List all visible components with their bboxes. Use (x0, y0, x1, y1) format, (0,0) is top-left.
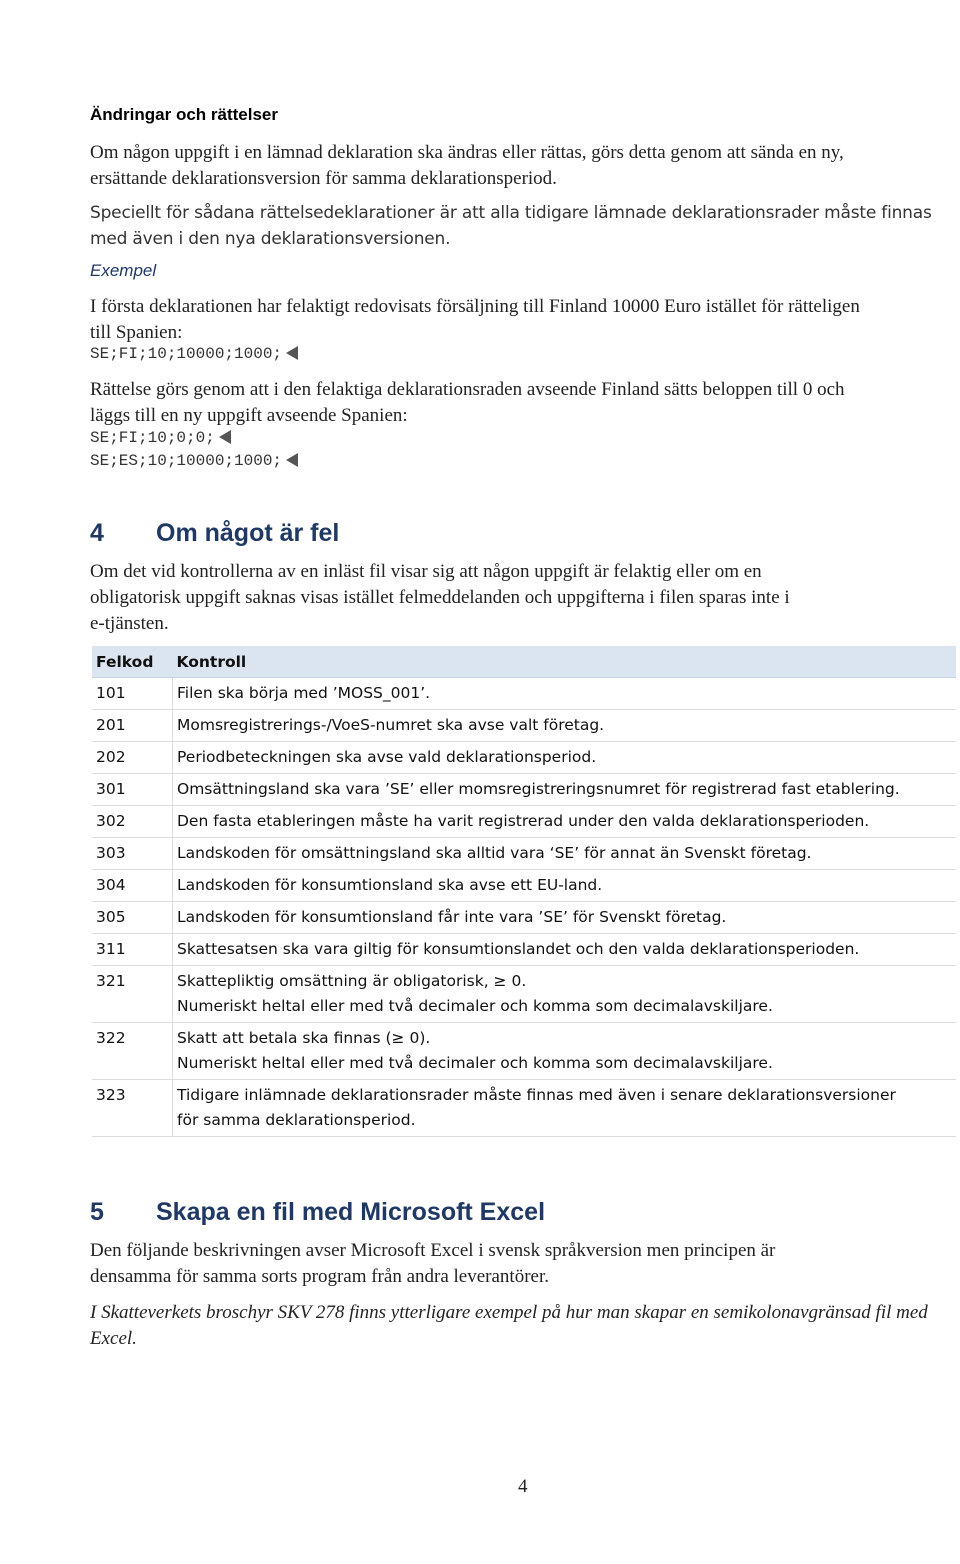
error-description (173, 934, 957, 966)
left-arrow-icon (286, 453, 298, 467)
table-row (92, 870, 956, 902)
description-line: Skattesatsen ska vara giltig för konsumtionslandet och den valda deklarationsperioden. (177, 940, 860, 958)
table-header-row (92, 646, 956, 678)
left-arrow-icon (219, 430, 231, 444)
error-code: 301 (92, 774, 173, 806)
text-line: Rättelse görs genom att i den felaktiga deklarationsraden avseende Finland sätts beloppen till 0 och (90, 379, 845, 400)
error-code: 311 (92, 934, 173, 966)
description-line: för samma deklarationsperiod. (177, 1111, 416, 1129)
text-line: Om det vid kontrollerna av en inläst fil visar sig att någon uppgift är felaktig eller om en (90, 561, 762, 582)
error-code: 302 (92, 806, 173, 838)
description-line: Landskoden för omsättningsland ska alltid vara ‘SE’ för annat än Svenskt företag. (177, 844, 812, 862)
code-text: SE;FI;10;0;0; (90, 429, 215, 447)
error-description (173, 710, 957, 742)
table-row (92, 710, 956, 742)
table-row (92, 838, 956, 870)
description-line: Skatt att betala ska finnas (≥ 0). (177, 1029, 431, 1047)
text-line: densamma för samma sorts program från andra leverantörer. (90, 1266, 549, 1287)
changes-heading: Ändringar och rättelser (90, 105, 278, 124)
error-code: 101 (92, 678, 173, 710)
description-line: Tidigare inlämnade deklarationsrader måste finnas med även i senare deklarationsversioner (177, 1086, 896, 1104)
section-4-intro (90, 559, 790, 637)
section-5-intro (90, 1238, 775, 1290)
description-line: Omsättningsland ska vara ’SE’ eller momsregistreringsnumret för registrerad fast etablering. (177, 780, 900, 798)
section-5-note (90, 1300, 928, 1352)
example-label: Exempel (90, 261, 157, 280)
correction-paragraph (90, 377, 845, 429)
description-line: Den fasta etableringen måste ha varit registrerad under den valda deklarationsperioden. (177, 812, 870, 830)
text-line: Excel. (90, 1328, 137, 1349)
error-code: 322 (92, 1023, 173, 1080)
code-text: SE;ES;10;10000;1000; (90, 452, 283, 470)
error-code: 304 (92, 870, 173, 902)
description-line: Landskoden för konsumtionsland får inte vara ’SE’ för Svenskt företag. (177, 908, 727, 926)
description-line: Skattepliktig omsättning är obligatorisk, ≥ 0. (177, 972, 527, 990)
section-5-heading (90, 1198, 545, 1227)
error-description (173, 1023, 957, 1080)
section-4-heading (90, 519, 339, 548)
description-line: Landskoden för konsumtionsland ska avse ett EU-land. (177, 876, 603, 894)
error-description (173, 806, 957, 838)
text-line: ersättande deklarationsversion för samma deklarationsperiod. (90, 168, 557, 189)
text-line: Speciellt för sådana rättelsedeklarationer är att alla tidigare lämnade deklarationsrader måste finnas (90, 203, 932, 223)
error-description (173, 870, 957, 902)
description-line: Numeriskt heltal eller med två decimaler och komma som decimalavskiljare. (177, 997, 773, 1015)
section-number: 5 (90, 1198, 104, 1226)
table-row (92, 934, 956, 966)
error-code: 321 (92, 966, 173, 1023)
code-line-3 (90, 450, 298, 473)
description-line: Momsregistrerings-/VoeS-numret ska avse valt företag. (177, 716, 605, 734)
error-description (173, 742, 957, 774)
left-arrow-icon (286, 346, 298, 360)
error-description (173, 774, 957, 806)
table-row (92, 1023, 956, 1080)
code-text: SE;FI;10;10000;1000; (90, 345, 283, 363)
error-code: 202 (92, 742, 173, 774)
text-line: obligatorisk uppgift saknas visas istället felmeddelanden och uppgifterna i filen sparas inte i (90, 587, 790, 608)
error-description (173, 678, 957, 710)
section-title: Skapa en fil med Microsoft Excel (156, 1198, 546, 1226)
error-description (173, 1080, 957, 1137)
error-code: 201 (92, 710, 173, 742)
code-line-1 (90, 343, 298, 366)
header-kontroll: Kontroll (173, 646, 957, 678)
error-description (173, 966, 957, 1023)
text-line: till Spanien: (90, 322, 183, 343)
table-row (92, 806, 956, 838)
page-number: 4 (518, 1476, 528, 1497)
text-line: e-tjänsten. (90, 613, 169, 634)
example-paragraph (90, 294, 860, 346)
header-felkod: Felkod (92, 646, 173, 678)
changes-paragraph-1 (90, 140, 844, 192)
text-line: Om någon uppgift i en lämnad deklaration ska ändras eller rättas, görs detta genom att sända en ny, (90, 142, 844, 163)
error-code-table (92, 646, 956, 1137)
text-line: läggs till en ny uppgift avseende Spanien: (90, 405, 408, 426)
table-row (92, 1080, 956, 1137)
description-line: Periodbeteckningen ska avse vald deklarationsperiod. (177, 748, 597, 766)
error-code: 305 (92, 902, 173, 934)
text-line: Den följande beskrivningen avser Microsoft Excel i svensk språkversion men principen är (90, 1240, 776, 1261)
error-description (173, 902, 957, 934)
error-code: 323 (92, 1080, 173, 1137)
description-line: Numeriskt heltal eller med två decimaler och komma som decimalavskiljare. (177, 1054, 773, 1072)
section-number: 4 (90, 519, 104, 547)
table-row (92, 966, 956, 1023)
error-code: 303 (92, 838, 173, 870)
table-row (92, 774, 956, 806)
changes-paragraph-2 (90, 200, 932, 252)
section-title: Om något är fel (156, 519, 340, 547)
table-row (92, 742, 956, 774)
table-row (92, 678, 956, 710)
text-line: I Skatteverkets broschyr SKV 278 finns ytterligare exempel på hur man skapar en semikolonavgränsad fil med (90, 1302, 928, 1323)
code-line-2 (90, 427, 231, 450)
description-line: Filen ska börja med ’MOSS_001’. (177, 684, 431, 702)
text-line: med även i den nya deklarationsversionen. (90, 229, 451, 249)
text-line: I första deklarationen har felaktigt redovisats försäljning till Finland 10000 Euro istället för rätteligen (90, 296, 860, 317)
error-description (173, 838, 957, 870)
table-row (92, 902, 956, 934)
